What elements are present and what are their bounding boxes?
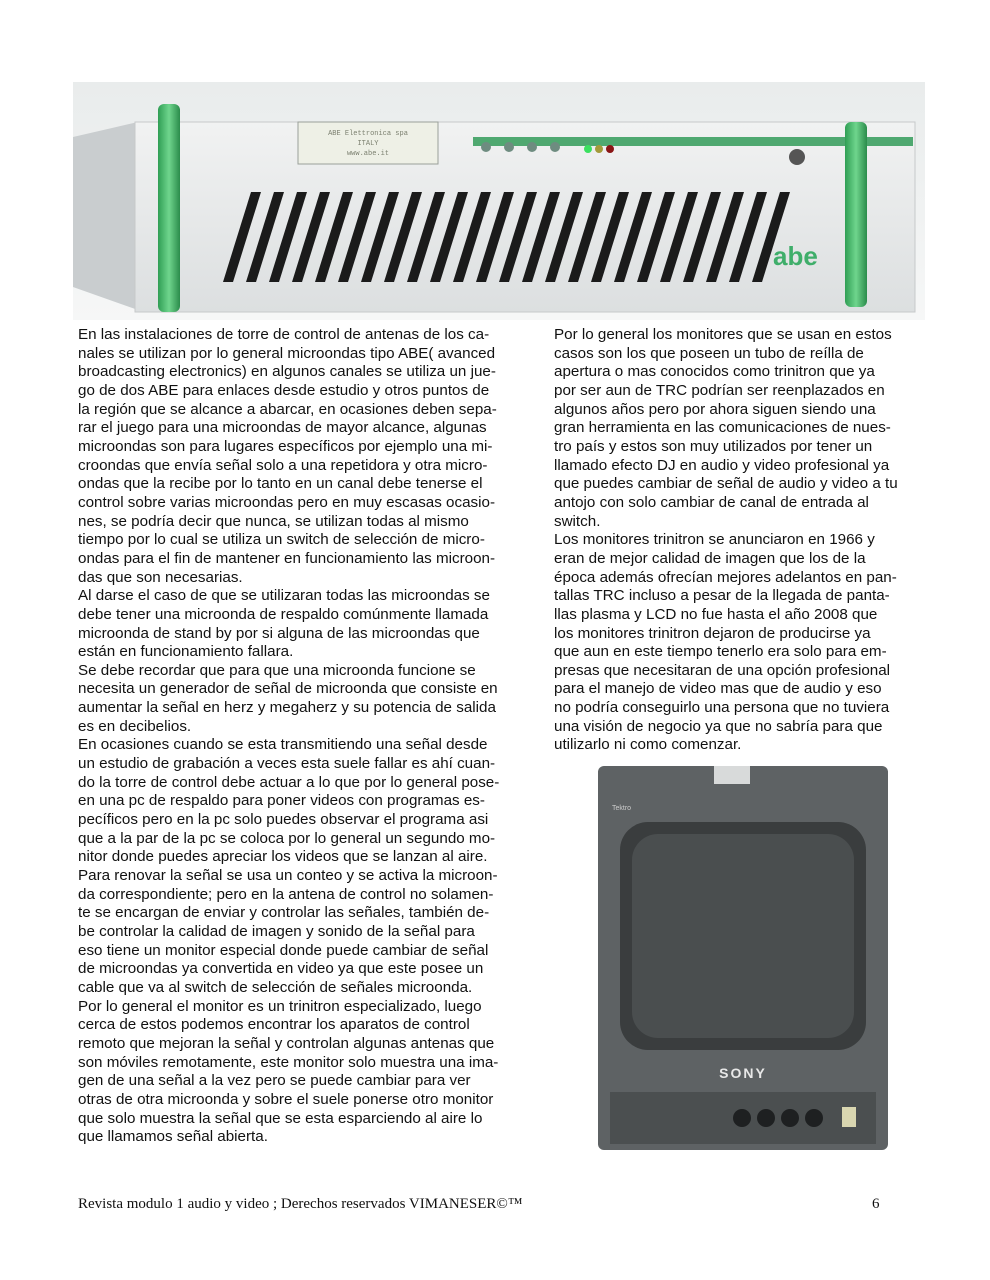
text-line: no podría conseguirlo una persona que no tuviera bbox=[554, 699, 890, 717]
left-handle bbox=[158, 104, 180, 312]
paragraph bbox=[554, 326, 926, 531]
text-line: te se encargan de enviar y controlar las señales, también de- bbox=[78, 904, 490, 922]
text-line: en una pc de respaldo para poner videos con programas es- bbox=[78, 792, 485, 810]
text-line: tiempo por lo cual se utiliza un switch de selección de micro- bbox=[78, 531, 485, 549]
text-line: da correspondiente; pero en la antena de control no solamen- bbox=[78, 885, 494, 903]
text-line: debe tener una microonda de respaldo comúnmente llamada bbox=[78, 605, 489, 623]
paragraph bbox=[78, 326, 528, 587]
page-number: 6 bbox=[872, 1196, 880, 1212]
text-line: son móviles remotamente, este monitor solo muestra una ima- bbox=[78, 1053, 499, 1071]
text-line: gen de una señal a la vez pero se puede cambiar para ver bbox=[78, 1072, 471, 1090]
text-line: Por lo general el monitor es un trinitron especializado, luego bbox=[78, 997, 482, 1015]
text-line: Los monitores trinitron se anunciaron en 1966 y bbox=[554, 531, 875, 549]
text-line: antojo con solo cambiar de canal de entrada al bbox=[554, 493, 869, 511]
text-line: que a la par de la pc se coloca por lo general un segundo mo- bbox=[78, 829, 496, 847]
text-line: En las instalaciones de torre de control de antenas de los ca- bbox=[78, 326, 490, 343]
text-line: switch. bbox=[554, 512, 601, 530]
text-line: es en decibelios. bbox=[78, 717, 192, 735]
text-line: casos son los que poseen un tubo de reílla de bbox=[554, 344, 864, 362]
text-line: utilizarlo ni como comenzar. bbox=[554, 736, 742, 754]
text-line: ondas que la recibe por lo tanto en un canal debe tenerse el bbox=[78, 475, 483, 493]
text-line: remoto que mejoran la señal y controlan algunas antenas que bbox=[78, 1034, 495, 1052]
sony-trinitron-monitor-photo bbox=[592, 762, 894, 1154]
text-line: control sobre varias microondas pero en muy escasas ocasio- bbox=[78, 493, 496, 511]
text-line: presas que necesitaran de una opción profesional bbox=[554, 661, 891, 679]
text-line: tro país y estos son muy utilizados por tener un bbox=[554, 437, 873, 455]
text-line: be controlar la calidad de imagen y sonido de la señal para bbox=[78, 923, 475, 940]
text-line: que aun en este tiempo tenerlo era solo para em- bbox=[554, 643, 887, 661]
text-line: eran de mejor calidad de imagen que los de la bbox=[554, 549, 866, 567]
text-line: pecíficos pero en la pc solo puedes observar el programa asi bbox=[78, 811, 489, 829]
text-line: la región que se alcance a abarcar, en ocasiones deben sepa- bbox=[78, 400, 497, 418]
abe-microwave-unit-photo bbox=[73, 82, 925, 320]
text-line: llamado efecto DJ en audio y video profesional ya bbox=[554, 456, 890, 474]
text-line: Para renovar la señal se usa un conteo y se activa la microon- bbox=[78, 867, 498, 885]
paragraph bbox=[78, 587, 528, 662]
text-line: das que son necesarias. bbox=[78, 568, 243, 586]
lcd-line-3: www.abe.it bbox=[346, 150, 390, 158]
text-line: que solo muestra la señal que se esta esparciendo al aire lo bbox=[78, 1109, 483, 1127]
text-line: un estudio de grabación a veces esta suele fallar es ahí cuan- bbox=[78, 755, 496, 773]
abe-logo: abe bbox=[773, 241, 818, 271]
text-line: los monitores trinitron dejaron de producirse ya bbox=[554, 624, 871, 642]
text-line: Por lo general los monitores que se usan en estos bbox=[554, 326, 892, 343]
paragraph bbox=[78, 736, 528, 867]
text-line: nales se utilizan por lo general microondas tipo ABE( avanced bbox=[78, 344, 496, 362]
footer-text: Revista modulo 1 audio y video ; Derechos reservados VIMANESER©™ bbox=[78, 1196, 523, 1212]
text-line: cable que va al switch de selección de señales microonda. bbox=[78, 978, 473, 996]
sony-logo: SONY bbox=[719, 1065, 767, 1081]
left-column bbox=[78, 326, 528, 1147]
paragraph bbox=[554, 531, 926, 755]
text-line: algunos años pero por ahora siguen siendo una bbox=[554, 400, 876, 418]
text-line: cerca de estos podemos encontrar los aparatos de control bbox=[78, 1016, 470, 1034]
text-line: Al darse el caso de que se utilizaran todas las microondas se bbox=[78, 587, 490, 605]
text-line: que puedes cambiar de señal de audio y video a tu bbox=[554, 475, 898, 493]
paragraph bbox=[78, 998, 528, 1147]
text-line: rar el juego para una microondas de mayor alcance, algunas bbox=[78, 419, 487, 437]
text-line: do la torre de control debe actuar a lo que por lo general pose- bbox=[78, 773, 500, 791]
text-line: otras de otra microonda y sobre el suele ponerse otro monitor bbox=[78, 1090, 494, 1108]
text-line: época además ofrecían mejores adelantos en pan- bbox=[554, 568, 897, 586]
text-line: ondas para el fin de mantener en funcionamiento las microon- bbox=[78, 549, 496, 567]
text-line: apertura o mas conocidos como trinitron que ya bbox=[554, 363, 875, 381]
right-handle bbox=[845, 122, 867, 307]
text-line: nitor donde puedes apreciar los videos que se lanzan al aire. bbox=[78, 848, 488, 866]
text-line: por ser aun de TRC podrían ser reenplazados en bbox=[554, 381, 885, 399]
paragraph bbox=[78, 662, 528, 737]
text-line: llas plasma y LCD no fue hasta el año 2008 que bbox=[554, 605, 878, 623]
text-line: gran herramienta en las comunicaciones de nues- bbox=[554, 419, 891, 437]
text-line: En ocasiones cuando se esta transmitiendo una señal desde bbox=[78, 736, 488, 754]
text-line: necesita un generador de señal de microonda que consiste en bbox=[78, 680, 498, 698]
text-line: croondas que envía señal solo a una repetidora y otra micro- bbox=[78, 456, 488, 474]
text-line: que llamamos señal abierta. bbox=[78, 1128, 268, 1146]
text-line: están en funcionamiento fallara. bbox=[78, 643, 294, 661]
text-line: Se debe recordar que para que una microonda funcione se bbox=[78, 661, 476, 679]
lcd-line-1: ABE Elettronica spa bbox=[328, 130, 408, 138]
right-column bbox=[554, 326, 926, 755]
text-line: aumentar la señal en herz y megaherz y su potencia de salida bbox=[78, 699, 496, 717]
text-line: go de dos ABE para enlaces desde estudio y otros puntos de bbox=[78, 381, 490, 399]
text-line: para el manejo de video mas que de audio y eso bbox=[554, 680, 882, 698]
text-line: nes, se podría decir que nunca, se utilizan todas al mismo bbox=[78, 512, 469, 530]
text-line: broadcasting electronics) en algunos canales se utiliza un jue- bbox=[78, 363, 496, 381]
text-line: una visión de negocio ya que no sabría para que bbox=[554, 717, 883, 735]
text-line: microondas son para lugares específicos por ejemplo una mi- bbox=[78, 437, 493, 455]
text-line: microonda de stand by por si alguna de las microondas que bbox=[78, 624, 480, 642]
text-line: tallas TRC incluso a pesar de la llegada de panta- bbox=[554, 587, 890, 605]
lcd-line-2: ITALY bbox=[357, 140, 379, 148]
monitor-label: Tektro bbox=[612, 805, 632, 812]
paragraph bbox=[78, 867, 528, 998]
text-line: eso tiene un monitor especial donde puede cambiar de señal bbox=[78, 941, 489, 959]
text-line: de microondas ya convertida en video ya que este posee un bbox=[78, 960, 484, 978]
